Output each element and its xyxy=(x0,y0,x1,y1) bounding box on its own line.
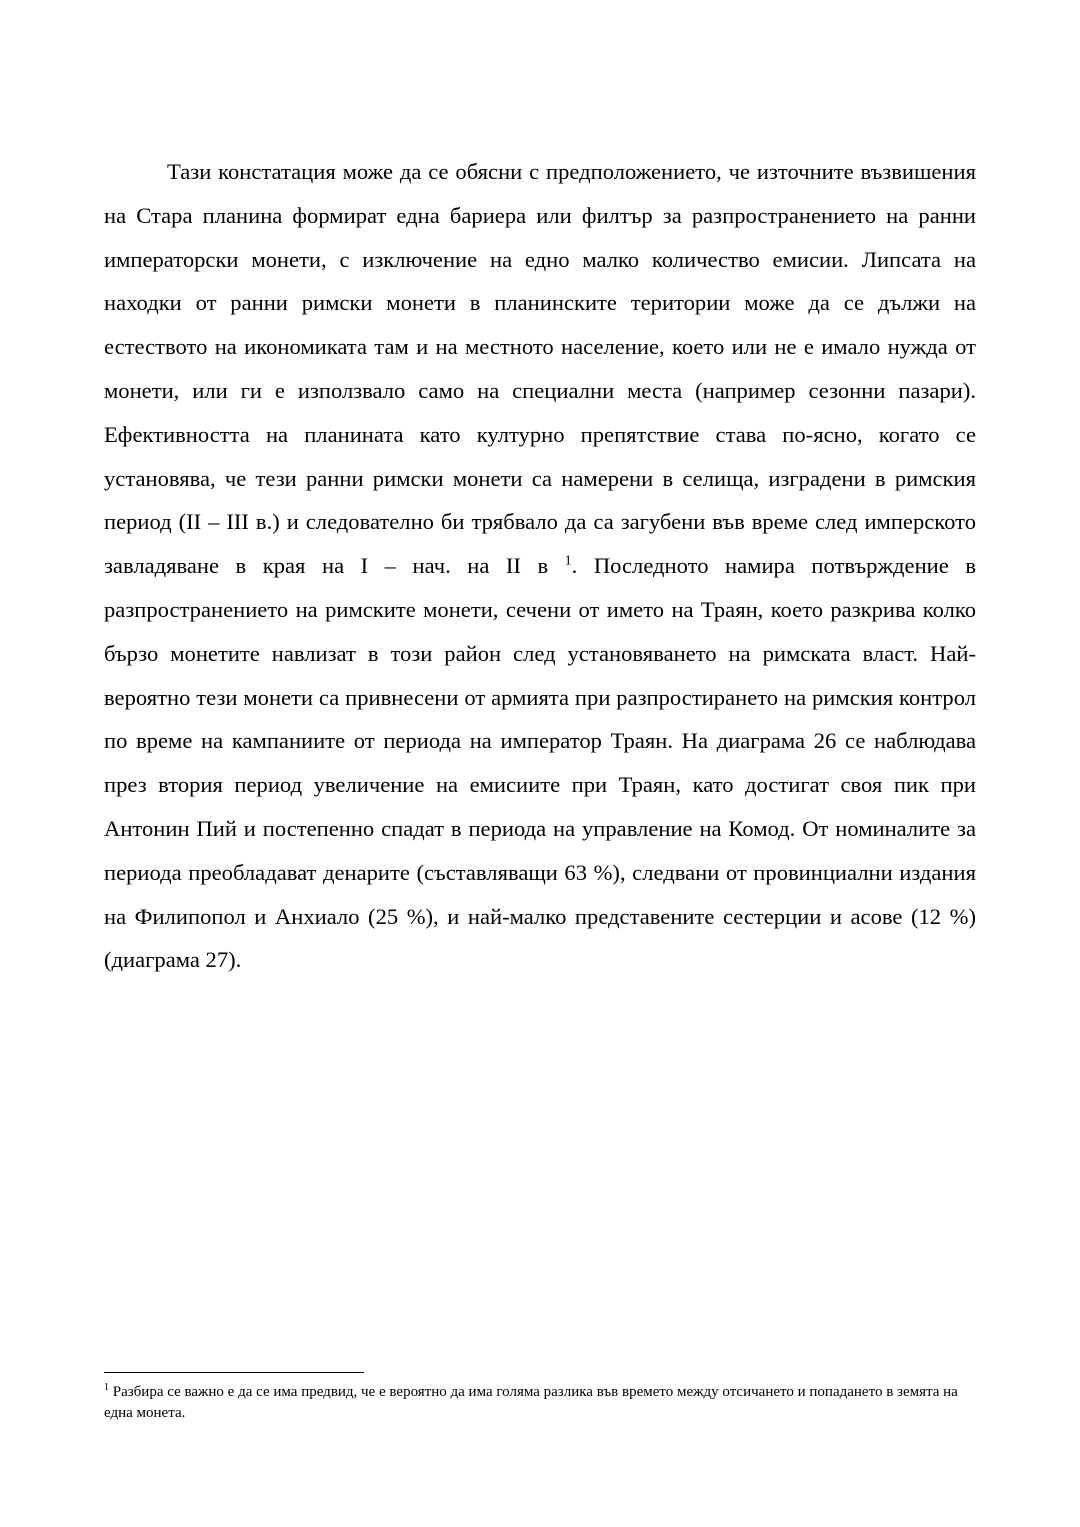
footnote-mark: 1 xyxy=(104,1382,109,1393)
paragraph-text-part-2: . Последното намира потвърждение в разпространението на римските монети, сечени от името на Траян, което разкрива колко бързо монетите навлизат в този район след установяването на римската власт. Най-вероятно тези монети са привнесени от армията при разпростирането на римския контрол по време на кампаниите от периода на император Траян. На диаграма 26 се наблюдава през втория период увеличение на емисиите при Траян, като достигат своя пик при Антонин Пий и постепенно спадат в периода на управление на Комод. От номиналите за периода преобладават денарите (съставляващи 63 %), следвани от провинциални издания на Филипопол и Анхиало (25 %), и най-малко представените сестерции и асове (12 %) (диаграма 27). xyxy=(104,553,976,973)
footnote-reference[interactable]: 1 xyxy=(564,553,572,569)
paragraph-text-part-1: Тази констатация може да се обясни с предположението, че източните възвишения на Стара планина формират една бариера или филтър за разпространението на ранни императорски монети, с изключение на едно малко количество емисии. Липсата на находки от ранни римски монети в планинските територии може да се дължи на естеството на икономиката там и на местното население, което или не е имало нужда от монети, или ги е използвало само на специални места (например сезонни пазари). Ефективността на планината като културно препятствие става по-ясно, когато се установява, че тези ранни римски монети са намерени в селища, изградени в римския период (II – III в.) и следователно би трябвало да са загубени във време след имперското завладяване в края на I – нач. на II в xyxy=(104,159,976,579)
footnote-text: Разбира се важно е да се има предвид, че е вероятно да има голяма разлика във времето между отсичането и попадането в земята на една монета. xyxy=(104,1384,958,1421)
footnote-separator xyxy=(104,1372,364,1373)
footnote xyxy=(104,1382,976,1424)
body-paragraph xyxy=(104,150,976,982)
